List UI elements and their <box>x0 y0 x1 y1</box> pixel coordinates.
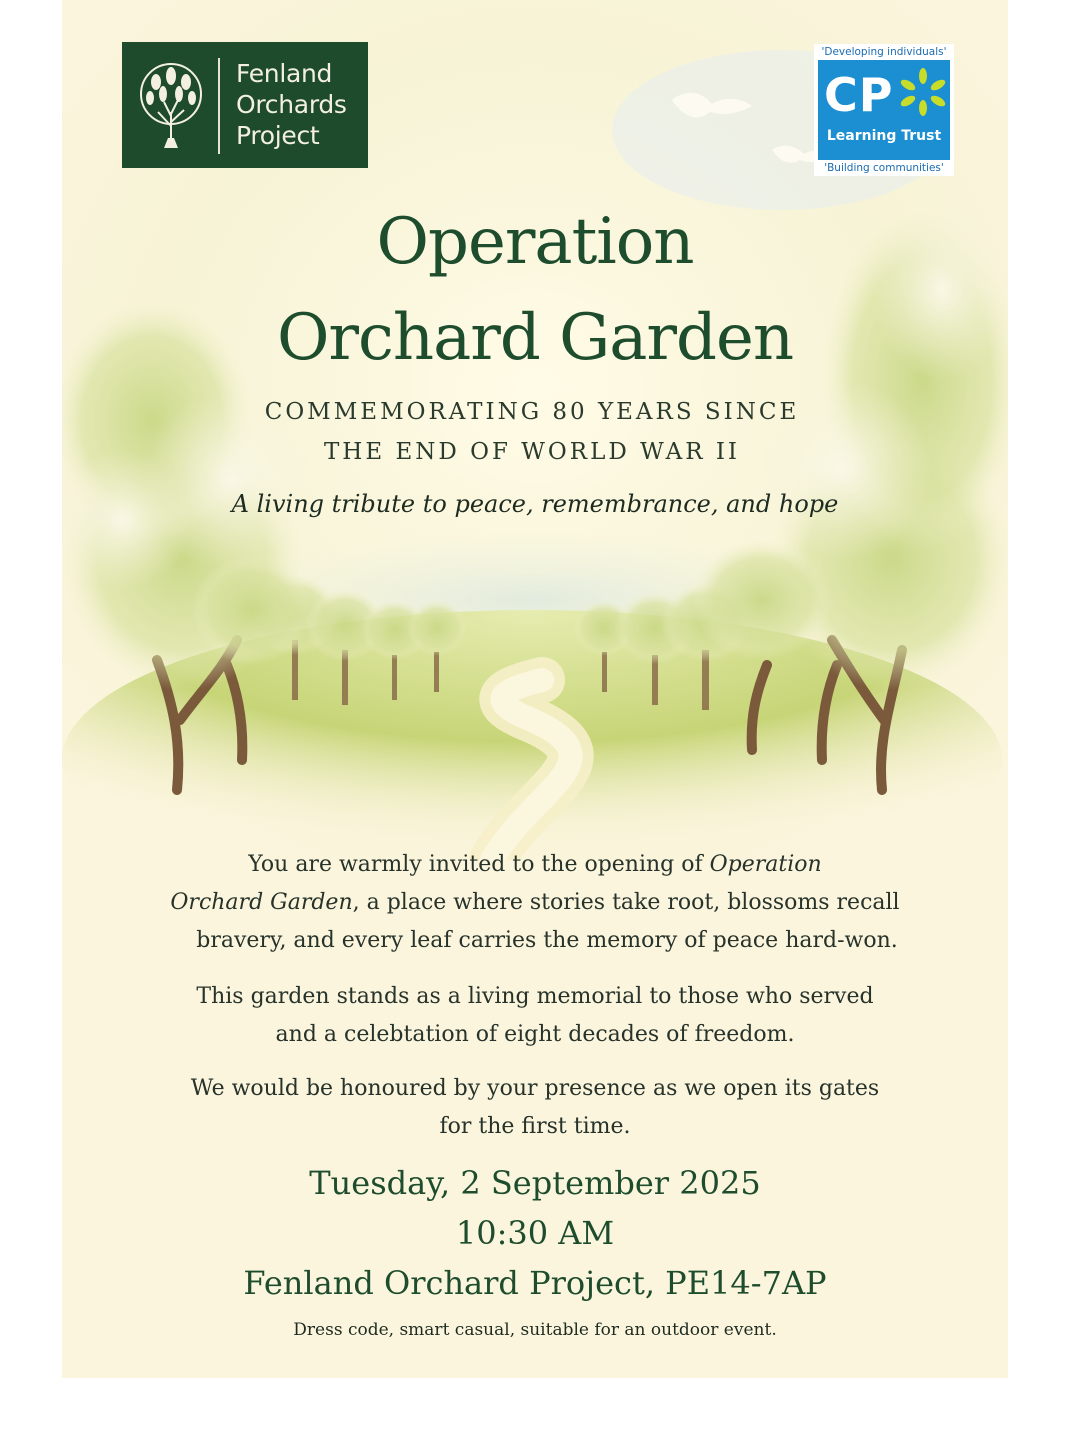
memorial-paragraph <box>122 978 948 1054</box>
cp-mark: CP <box>824 68 894 122</box>
tagline: A living tribute to peace, remembrance, and hope <box>231 490 839 518</box>
text-line: for the first time. <box>439 1114 631 1139</box>
dress-code: Dress code, smart casual, suitable for an outdoor event. <box>293 1320 777 1340</box>
cp-top-tagline: 'Developing individuals' <box>821 46 947 58</box>
text: , a place where stories take root, blossoms recall <box>352 890 900 915</box>
event-time: 10:30 AM <box>455 1214 615 1252</box>
fenland-logo-text <box>236 58 366 151</box>
event-date: Tuesday, 2 September 2025 <box>309 1164 761 1202</box>
honoured-paragraph <box>122 1070 948 1146</box>
subtitle <box>182 392 882 472</box>
fenland-orchards-logo <box>122 42 368 168</box>
event-details <box>62 1158 1008 1308</box>
cp-learning-trust-name: Learning Trust <box>826 128 942 144</box>
logo-line: Orchards <box>236 90 347 119</box>
cp-learning-trust-logo <box>814 44 954 176</box>
text-line: and a celebtation of eight decades of freedom. <box>275 1022 795 1047</box>
subtitle-line: COMMEMORATING 80 YEARS SINCE <box>264 399 800 425</box>
tree-icon <box>134 56 208 152</box>
text: You are warmly invited to the opening of <box>248 852 710 877</box>
event-venue: Fenland Orchard Project, PE14-7AP <box>243 1264 827 1302</box>
text-line: bravery, and every leaf carries the memory of peace hard-won. <box>196 928 898 953</box>
logo-divider <box>218 58 220 154</box>
page-title <box>62 194 1008 386</box>
star-flower-icon <box>900 68 946 118</box>
logo-line: Fenland <box>236 59 333 88</box>
text-line: This garden stands as a living memorial to those who served <box>196 984 874 1009</box>
invitation-poster <box>62 0 1008 1378</box>
italic-text: Operation <box>709 852 822 877</box>
title-line: Operation <box>376 205 694 279</box>
text-line: We would be honoured by your presence as we open its gates <box>190 1076 880 1101</box>
italic-text: Orchard Garden <box>170 890 353 915</box>
cp-bottom-tagline: 'Building communities' <box>824 162 944 174</box>
subtitle-line: THE END OF WORLD WAR II <box>323 439 741 465</box>
invitation-paragraph <box>122 846 948 960</box>
title-line: Orchard Garden <box>276 301 794 375</box>
logo-line: Project <box>236 121 320 150</box>
cp-logo-box <box>818 60 950 160</box>
